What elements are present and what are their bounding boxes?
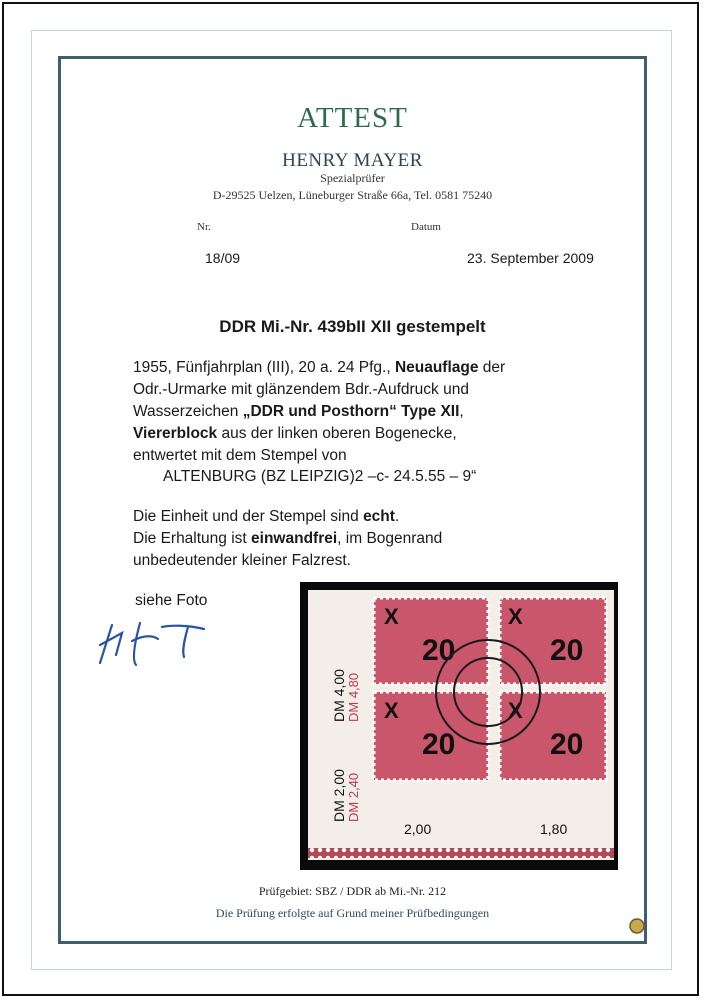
certificate-number-label: Nr. (197, 221, 211, 233)
overprint-value: 20 (422, 634, 456, 667)
overprint-mark: X (508, 698, 523, 723)
stamp-catalog-title: DDR Mi.-Nr. 439bII XII gestempelt (219, 317, 486, 336)
bottom-margin-left: 2,00 (404, 821, 432, 837)
bottom-margin-right: 1,80 (540, 821, 568, 837)
stamp-top-left (374, 598, 488, 684)
authenticity-line (133, 508, 399, 526)
description-bold: Neuauflage (394, 359, 479, 376)
overprint-value: 20 (550, 634, 584, 667)
description-bold: einwandfrei (251, 530, 338, 547)
condition-line (133, 530, 442, 548)
gold-seal-icon (627, 916, 647, 936)
description-bold: echt (363, 508, 395, 525)
description-bold: „DDR und Posthorn“ Type XII (242, 403, 460, 420)
margin-value-top-red: DM 4,80 (346, 672, 361, 722)
examiner-signature (92, 605, 252, 675)
description-text: . (394, 508, 400, 525)
examiner-address: D-29525 Uelzen, Lüneburger Straße 66a, Tel. 0581 75240 (212, 188, 493, 202)
description-text: , im Bogenrand (337, 530, 443, 547)
cancellation-line: ALTENBURG (BZ LEIPZIG)2 –c- 24.5.55 – 9“ (163, 468, 477, 485)
margin-value-bottom: DM 2,00 (331, 769, 347, 822)
stamp-bottom-left (374, 692, 488, 780)
overprint-value: 20 (550, 728, 584, 761)
description-line-1 (133, 359, 505, 377)
examiner-role: Spezialprüfer (320, 171, 385, 185)
description-text: der (478, 359, 506, 376)
stamp-block-image (300, 582, 618, 870)
examination-scope: Prüfgebiet: SBZ / DDR ab Mi.-Nr. 212 (258, 884, 447, 898)
stamp-photo (300, 582, 618, 870)
description-line-2: Odr.-Urmarke mit glänzendem Bdr.-Aufdruck und (133, 381, 469, 398)
certificate-number: 18/09 (205, 250, 241, 266)
certificate-title: ATTEST (297, 102, 408, 134)
description-text: Wasserzeichen (133, 403, 243, 420)
overprint-mark: X (384, 604, 399, 629)
description-text: Die Erhaltung ist (133, 530, 252, 547)
overprint-value: 20 (422, 728, 456, 761)
description-text: 1955, Fünfjahrplan (III), 20 a. 24 Pfg., (133, 359, 395, 376)
examiner-name: HENRY MAYER (282, 150, 423, 171)
overprint-mark: X (384, 698, 399, 723)
margin-value-bottom-red: DM 2,40 (346, 772, 361, 822)
description-line-5: entwertet mit dem Stempel von (133, 447, 347, 464)
description-text: , (459, 403, 464, 420)
examination-note: Die Prüfung erfolgte auf Grund meiner Prüfbedingungen (215, 906, 490, 920)
certificate-date: 23. September 2009 (467, 250, 594, 266)
description-text: aus der linken oberen Bogenecke, (217, 425, 457, 442)
overprint-mark: X (508, 604, 523, 629)
description-text: Die Einheit und der Stempel sind (133, 508, 364, 525)
photo-note: siehe Foto (135, 592, 208, 609)
description-line-3 (133, 403, 464, 421)
description-bold: Viererblock (133, 425, 218, 442)
certificate-date-label: Datum (411, 221, 441, 233)
condition-line-2: unbedeutender kleiner Falzrest. (133, 552, 351, 569)
margin-value-top: DM 4,00 (331, 669, 347, 722)
description-line-4 (133, 425, 457, 443)
